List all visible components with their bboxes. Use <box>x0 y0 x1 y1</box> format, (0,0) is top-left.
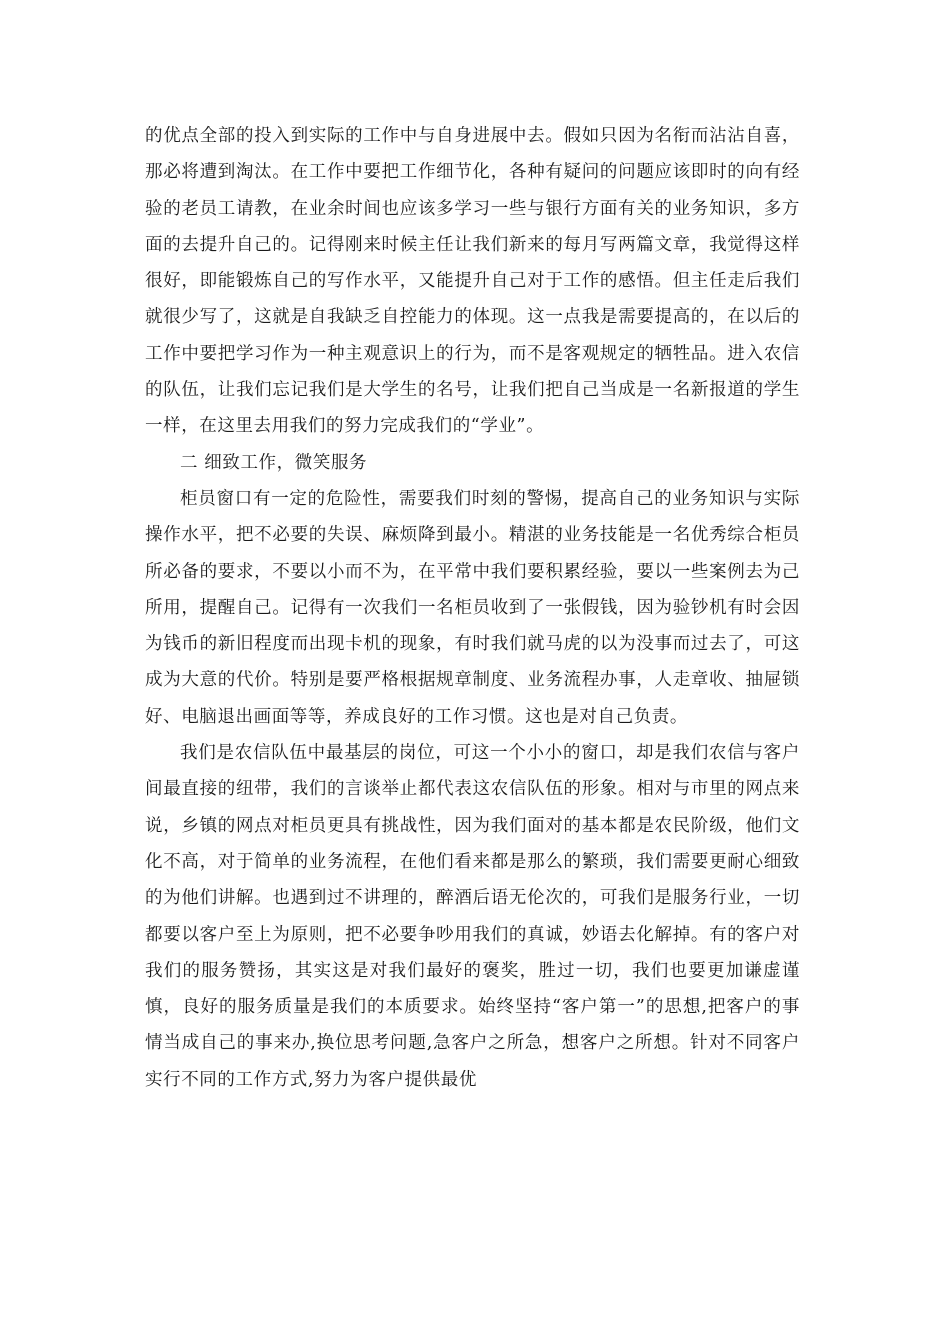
paragraph-service: 我们是农信队伍中最基层的岗位，可这一个小小的窗口，却是我们农信与客户间最直接的纽带，我们的言谈举止都代表这农信队伍的形象。相对与市里的网点来说，乡镇的网点对柜员更具有挑战性，因为我们面对的基本都是农民阶级，他们文化不高，对于简单的业务流程，在他们看来都是那么的繁琐，我们需要更耐心细致的为他们讲解。也遇到过不讲理的，醉酒后语无伦次的，可我们是服务行业，一切都要以客户至上为原则，把不必要争吵用我们的真诚，妙语去化解掉。有的客户对我们的服务赞扬，其实这是对我们最好的褒奖，胜过一切，我们也要更加谦虚谨慎，良好的服务质量是我们的本质要求。始终坚持“客户第一”的思想,把客户的事情当成自己的事来办,换位思考问题,急客户之所急，想客户之所想。针对不同客户实行不同的工作方式,努力为客户提供最优 <box>145 743 800 1090</box>
document-body <box>145 118 800 1098</box>
section-heading: 二 细致工作，微笑服务 <box>180 452 368 473</box>
paragraph-continuation: 的优点全部的投入到实际的工作中与自身进展中去。假如只因为名衔而沾沾自喜，那必将遭到淘汰。在工作中要把工作细节化，各种有疑问的问题应该即时的向有经验的老员工请教，在业余时间也应该多学习一些与银行方面有关的业务知识，多方面的去提升自己的。记得刚来时候主任让我们新来的每月写两篇文章，我觉得这样很好，即能锻炼自己的写作水平，又能提升自己对于工作的感悟。但主任走后我们就很少写了，这就是自我缺乏自控能力的体现。这一点我是需要提高的，在以后的工作中要把学习作为一种主观意识上的行为，而不是客观规定的牺牲品。进入农信的队伍，让我们忘记我们是大学生的名号，让我们把自己当成是一名新报道的学生一样，在这里去用我们的努力完成我们的“学业”。 <box>145 126 800 437</box>
paragraph-counter-window: 柜员窗口有一定的危险性，需要我们时刻的警惕，提高自己的业务知识与实际操作水平，把不必要的失误、麻烦降到最小。精湛的业务技能是一名优秀综合柜员所必备的要求，不要以小而不为，在平常中我们要积累经验，要以一些案例去为己所用，提醒自己。记得有一次我们一名柜员收到了一张假钱，因为验钞机有时会因为钱币的新旧程度而出现卡机的现象，有时我们就马虎的以为没事而过去了，可这成为大意的代价。特别是要严格根据规章制度、业务流程办事，人走章收、抽屉锁好、电脑退出画面等等，养成良好的工作习惯。这也是对自己负责。 <box>145 488 800 727</box>
